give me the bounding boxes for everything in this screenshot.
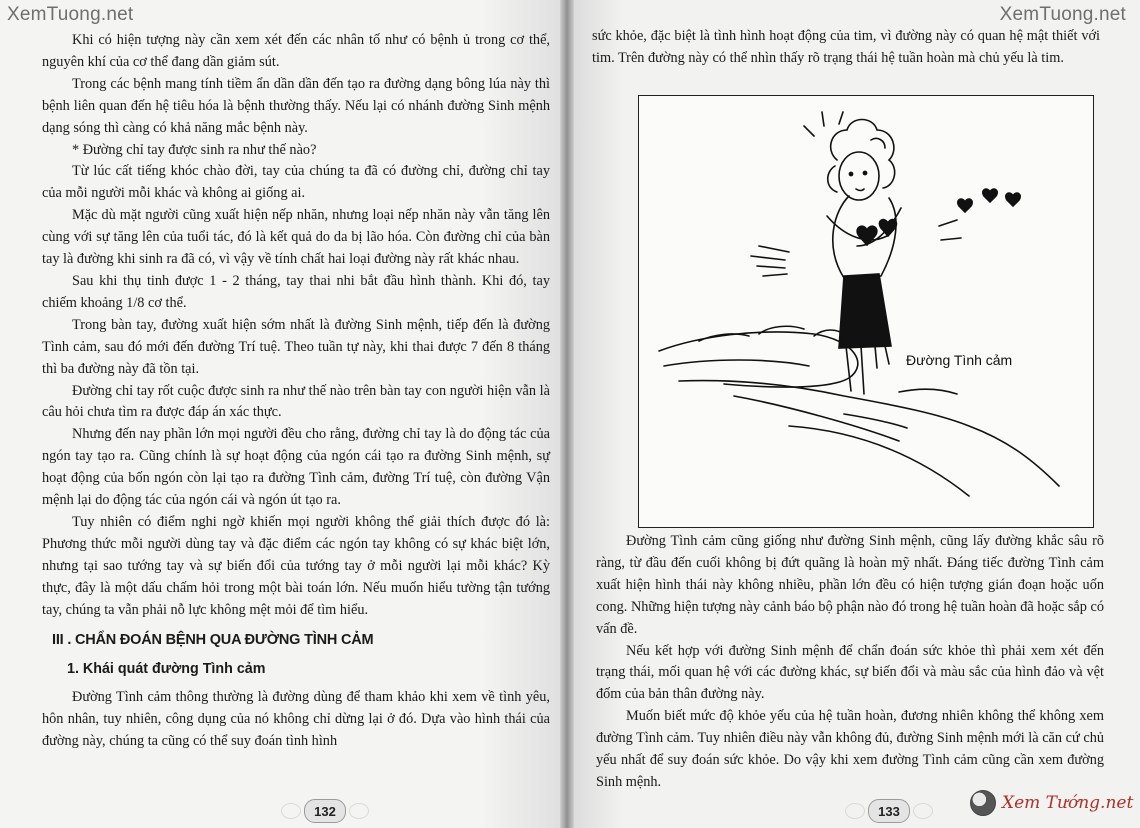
left-page-text: [42, 30, 550, 753]
subsection-heading: 1. Khái quát đường Tình cảm: [67, 661, 266, 678]
site-logo: [970, 788, 1133, 818]
ornament-icon: [349, 803, 369, 819]
paragraph: Đường chỉ tay rốt cuộc được sinh ra như thế nào trên bàn tay con người hiện vẫn là câu hỏi chưa tìm ra được đáp án xác thực.: [42, 382, 550, 421]
page-number-right: [842, 798, 936, 824]
paragraph: Tuy nhiên có điểm nghi ngờ khiến mọi người không thể giải thích được đó là: Phương thức mỗi người dùng tay và đặc điểm các ngón tay không có sự khác biệt lớn, nhưng tại sao tướng tay và sự biến đổi của tướng tay ở mỗi người lại mỗi khác? Kỳ thực, đây là một dấu chấm hỏi trong một bài toán lớn. Nếu muốn hiểu tường tận tướng tay, chúng ta vẫn phải nỗ lực không mệt mỏi để tìm hiểu.: [42, 513, 550, 618]
page-number-badge: 132: [304, 799, 346, 823]
figure-label: Đường Tình cảm: [906, 352, 1013, 368]
question-line: * Đường chỉ tay được sinh ra như thế nào?: [72, 141, 317, 158]
paragraph: Đường Tình cảm cũng giống như đường Sinh mệnh, cũng lấy đường khắc sâu rõ ràng, từ đầu đến cuối không bị đứt quãng là hoàn mỹ nhất. Đáng tiếc đường Tình cảm xuất hiện hình thái này không nhiều, phần lớn đều có hiện tượng gián đoạn hoặc uốn cong. Những hiện tượng này cảnh báo bộ phận nào đó trong hệ tuần hoàn đã hoặc sắp có vấn đề.: [596, 533, 1104, 637]
illustration-figure: [638, 95, 1094, 528]
paragraph: Mặc dù mặt người cũng xuất hiện nếp nhăn, nhưng loại nếp nhăn này vẫn tăng lên cùng với sự tăng lên của tuổi tác, đó là kết quả do da bị lão hóa. Còn đường chỉ của bàn tay là đường khi sinh ra đã có, vì vậy về tính chất hai loại đường này rất khác nhau.: [42, 207, 550, 268]
book-gutter: [560, 0, 574, 828]
page-number-left: [278, 798, 372, 824]
paragraph-continued: sức khỏe, đặc biệt là tình hình hoạt động của tim, vì đường này có quan hệ mật thiết với tim. Trên đường này có thể nhìn thấy rõ trạng thái hệ tuần hoàn mà chủ yếu là tim.: [592, 28, 1100, 66]
yin-yang-icon: [970, 790, 996, 816]
page-number-badge: 133: [868, 799, 910, 823]
paragraph: Nếu kết hợp với đường Sinh mệnh để chẩn đoán sức khỏe thì phải xem xét đến trạng thái, mối quan hệ với các đường khác, sự biến đổi và màu sắc của hình đảo và vệt đốm của bản thân đường này.: [596, 642, 1104, 703]
right-page-text: [596, 531, 1104, 794]
paragraph: Từ lúc cất tiếng khóc chào đời, tay của chúng ta đã có đường chỉ, đường chỉ tay của mỗi người mỗi khác và không ai giống ai.: [42, 163, 550, 202]
watermark-left: XemTuong.net: [7, 4, 134, 25]
logo-text: Xem Tướng.net: [1002, 793, 1134, 813]
paragraph: Nhưng đến nay phần lớn mọi người đều cho rằng, đường chỉ tay là do động tác của ngón tay tạo ra. Cũng chính là sự hoạt động của ngón cái tạo ra đường Sinh mệnh, sự hoạt động của bốn ngón còn lại tạo ra đường Tình cảm, đường Trí tuệ, còn đường Vận mệnh lại do động tác của ngón cái và ngón út tạo ra.: [42, 426, 550, 509]
paragraph: Đường Tình cảm thông thường là đường dùng để tham khảo khi xem về tình yêu, hôn nhân, tuy nhiên, công dụng của nó không chỉ dừng lại ở đó. Dựa vào hình thái của đường này, chúng ta cũng có thể suy đoán tình hình: [42, 689, 550, 750]
ornament-icon: [281, 803, 301, 819]
paragraph: Trong bàn tay, đường xuất hiện sớm nhất là đường Sinh mệnh, tiếp đến là đường Tình cảm, sau đó mới đến đường Trí tuệ. Theo tuần tự này, khi thai được 7 đến 8 tháng thì ba đường này đã tồn tại.: [42, 316, 550, 377]
paragraph: Khi có hiện tượng này cần xem xét đến các nhân tố như có bệnh ủ trong cơ thể, nguyên khí của cơ thể đang dần giảm sút.: [42, 32, 550, 70]
ornament-icon: [913, 803, 933, 819]
watermark-right: XemTuong.net: [999, 4, 1126, 25]
paragraph: Muốn biết mức độ khỏe yếu của hệ tuần hoàn, đương nhiên không thể không xem đường Tình cảm. Tuy nhiên điều này vẫn không đủ, đường Sinh mệnh mới là căn cứ chủ yếu nhất để suy đoán sức khỏe. Do vậy khi xem đường Tình cảm cũng cần xem đường Sinh mệnh.: [596, 708, 1104, 790]
right-page-top-text: [592, 26, 1100, 70]
woman-on-hand-illustration: [639, 96, 1093, 527]
ornament-icon: [845, 803, 865, 819]
paragraph: Trong các bệnh mang tính tiềm ẩn dần dần đến tạo ra đường dạng bông lúa này thì bệnh liên quan đến hệ tiêu hóa là bệnh thường thấy. Nếu lại có nhánh đường Sinh mệnh dạng sóng thì càng có khả năng mắc bệnh này.: [42, 75, 550, 136]
section-heading: III . CHẨN ĐOÁN BỆNH QUA ĐƯỜNG TÌNH CẢM: [52, 632, 374, 649]
paragraph: Sau khi thụ tinh được 1 - 2 tháng, tay thai nhi bắt đầu hình thành. Khi đó, tay chiếm khoảng 1/8 cơ thể.: [42, 272, 550, 311]
